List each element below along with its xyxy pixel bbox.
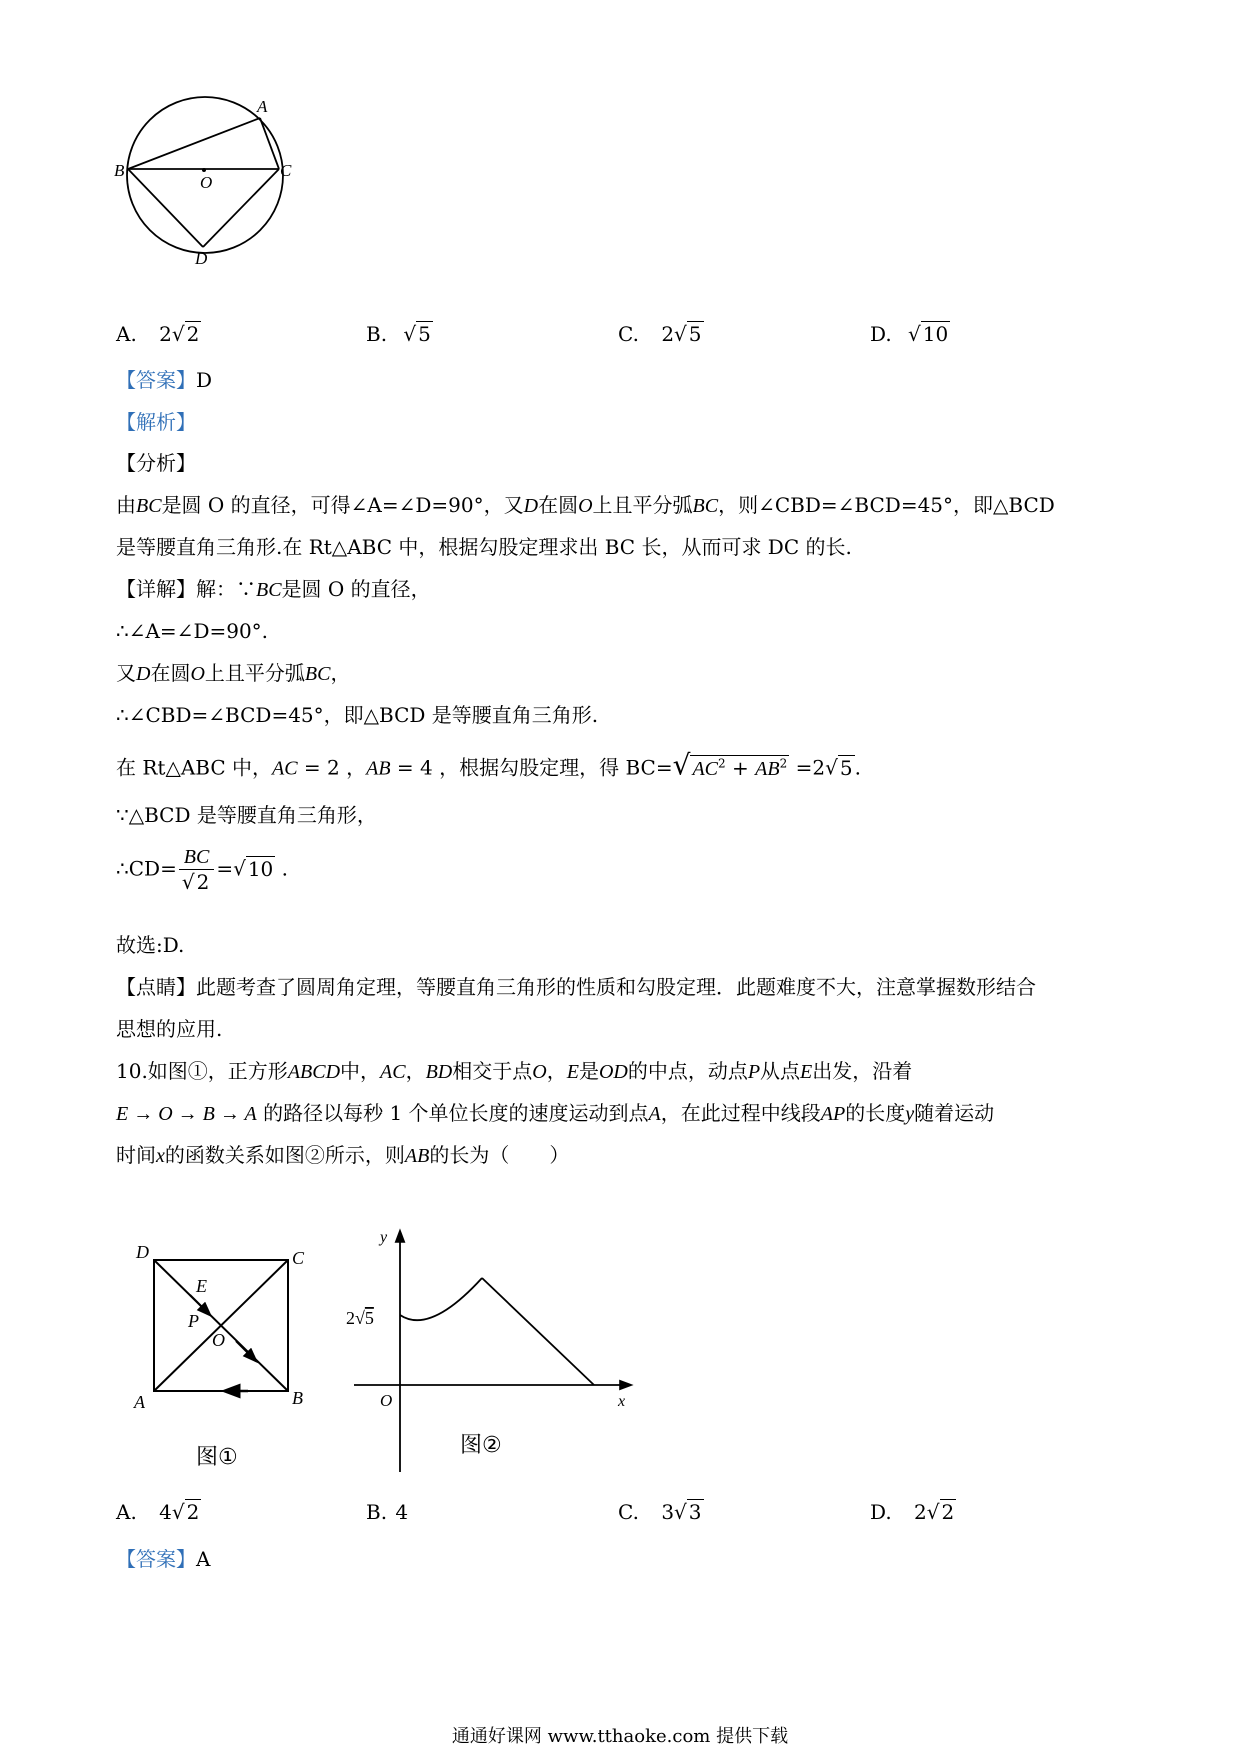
math-var: AP — [820, 1103, 846, 1125]
text: 在圆 — [538, 493, 579, 517]
text: 是 — [578, 1059, 599, 1083]
option-text: 4 — [395, 1500, 409, 1524]
option-radicand: 10 — [922, 322, 949, 346]
footer: 通通好课网 www.tthaoke.com 提供下载 — [451, 1726, 789, 1747]
label-C: C — [292, 1248, 305, 1268]
dianjing-tag: 【点睛】 — [116, 975, 196, 999]
math-var: AC — [272, 757, 298, 780]
text: 是圆 O 的直径，可得∠A=∠D=90°，又 — [161, 493, 524, 517]
q10-option-d[interactable] — [870, 1500, 956, 1524]
q9-option-d[interactable] — [870, 322, 950, 346]
text: ，在此过程中线段 — [660, 1101, 821, 1125]
math-var: OD — [598, 1061, 628, 1083]
ytick-coef: 2 — [346, 1308, 355, 1328]
answer-tag: 【答案】 — [116, 368, 196, 392]
option-letter: A. — [116, 1500, 137, 1524]
radical-sign: √ — [403, 322, 417, 346]
math-var: AC — [692, 757, 719, 780]
text: ，则∠CBD=∠BCD=45°，即△BCD — [718, 493, 1055, 517]
text: 的函数关系如图②所示，则 — [164, 1143, 405, 1167]
option-radicand: 5 — [688, 322, 702, 346]
q9-fenxi — [116, 448, 196, 478]
text: 上且平分弧 — [204, 661, 305, 685]
option-coef: 2 — [661, 322, 675, 346]
option-radicand: 2 — [186, 322, 200, 346]
square-figure — [128, 1240, 328, 1470]
radicand — [690, 755, 789, 780]
label-A: A — [257, 97, 268, 116]
answer-value: A — [196, 1547, 211, 1571]
q10-option-a[interactable] — [116, 1500, 201, 1524]
math-var: x — [156, 1145, 165, 1167]
radical-sign: √ — [355, 1308, 365, 1328]
detail-line-5 — [116, 748, 861, 784]
option-coef: 4 — [159, 1500, 172, 1524]
text: ， — [405, 1059, 426, 1083]
figure-caption: 图① — [196, 1445, 238, 1470]
option-letter: B. — [366, 1500, 388, 1524]
radical-sign: √ — [674, 322, 687, 346]
text: = 4 ，根据勾股定理，得 BC= — [390, 755, 673, 780]
math-var: y — [905, 1103, 915, 1125]
numerator: BC — [179, 846, 214, 870]
q9-option-c[interactable] — [618, 322, 704, 346]
analysis-line-2: 是等腰直角三角形.在 Rt△ABC 中，根据勾股定理求出 BC 长，从而可求 DC 的长. — [116, 535, 852, 559]
math-var: AB — [366, 757, 391, 780]
math-var: D — [523, 495, 539, 517]
text: 上且平分弧 — [592, 493, 693, 517]
text: . — [854, 755, 861, 780]
text: 的长度 — [845, 1101, 906, 1125]
q10-option-c[interactable] — [618, 1500, 704, 1524]
text: 时间 — [116, 1143, 156, 1167]
text: 是圆 O 的直径， — [281, 577, 431, 601]
text: =2 — [789, 755, 826, 780]
option-radicand: 2 — [941, 1500, 955, 1524]
text: 的路径以每秒 1 个单位长度的速度运动到点 — [263, 1101, 649, 1125]
dianjing-line-2: 思想的应用. — [116, 1017, 223, 1041]
text: 解：∵ — [196, 577, 256, 601]
math-var: AB — [755, 757, 780, 780]
option-letter: C. — [618, 1500, 639, 1524]
label-B: B — [292, 1388, 303, 1408]
denominator — [179, 870, 214, 894]
option-radicand: 2 — [186, 1500, 200, 1524]
function-graph — [340, 1220, 640, 1480]
math-var: BC — [692, 495, 719, 517]
detail-tag: 【详解】 — [116, 577, 196, 601]
math-var: P — [747, 1061, 761, 1083]
math-var: BC — [304, 663, 331, 685]
math-var: D — [136, 663, 151, 685]
q10-line-1 — [116, 1056, 912, 1087]
radical-sign: √ — [825, 755, 838, 780]
origin-label: O — [380, 1391, 393, 1410]
text: 从点 — [760, 1059, 801, 1083]
q10-answer — [116, 1544, 210, 1574]
q10-line-3 — [116, 1140, 569, 1171]
text: + — [725, 755, 756, 780]
math-var: AC — [380, 1061, 406, 1083]
detail-line-6: ∵△BCD 是等腰直角三角形， — [116, 803, 377, 827]
text: 在圆 — [150, 661, 191, 685]
text: 随着运动 — [914, 1101, 995, 1125]
label-A: A — [134, 1392, 145, 1412]
radicand: 5 — [839, 755, 853, 780]
exponent: 2 — [718, 756, 726, 770]
option-letter: D. — [870, 322, 892, 346]
radical-sign: √ — [181, 870, 195, 894]
label-P: P — [188, 1311, 199, 1331]
math-var: A — [648, 1103, 661, 1125]
q9-option-a[interactable] — [116, 322, 201, 346]
math-var: ABCD — [287, 1061, 341, 1083]
text: 相交于点 — [452, 1059, 533, 1083]
text: . — [275, 856, 288, 881]
text: = — [216, 856, 234, 881]
math-var: O — [578, 495, 593, 517]
option-letter: A. — [116, 322, 137, 346]
text: ∴CD= — [116, 856, 177, 881]
option-radicand: 5 — [418, 322, 431, 346]
radical-sign: √ — [674, 1500, 687, 1524]
analysis-line-1 — [116, 490, 1055, 521]
math-var: E — [566, 1061, 579, 1083]
math-var: O — [532, 1061, 547, 1083]
label-D: D — [136, 1242, 149, 1262]
option-letter: D. — [870, 1500, 892, 1524]
option-letter: C. — [618, 322, 639, 346]
math-var: AB — [404, 1145, 430, 1167]
detail-line-7 — [116, 846, 288, 894]
math-var: BC — [136, 495, 162, 517]
answer-value: D — [196, 368, 213, 392]
q10-option-b[interactable] — [366, 1500, 408, 1524]
math-var: O — [190, 663, 205, 685]
text: 中， — [340, 1059, 381, 1083]
dianjing-line-1 — [116, 972, 1036, 1002]
text: 出发，沿着 — [812, 1059, 913, 1083]
math-var: BD — [425, 1061, 453, 1083]
radical-sign: √ — [171, 1500, 185, 1524]
axis-x-label: x — [618, 1393, 626, 1410]
math-path: E → O → B → A — [116, 1103, 257, 1125]
ytick-label — [346, 1308, 374, 1328]
label-D: D — [195, 249, 208, 268]
text: = 2 ， — [297, 755, 367, 780]
q9-jiexi — [116, 407, 196, 437]
text: 的中点，动点 — [627, 1059, 748, 1083]
fraction — [179, 846, 214, 894]
text: ， — [330, 661, 351, 685]
detail-line-8: 故选:D. — [116, 933, 185, 957]
option-letter: B. — [366, 322, 388, 346]
radicand: 2 — [196, 870, 210, 894]
text: 在 Rt△ABC 中， — [116, 755, 273, 780]
math-var: BC — [256, 579, 282, 601]
option-coef: 2 — [914, 1500, 927, 1524]
text: 此题考查了圆周角定理，等腰直角三角形的性质和勾股定理．此题难度不大，注意掌握数形结合 — [196, 975, 1036, 999]
radical-sign: √ — [672, 748, 691, 782]
detail-line-1 — [116, 574, 431, 605]
label-E: E — [196, 1276, 207, 1296]
exponent: 2 — [779, 756, 788, 770]
radicand: 10 — [247, 856, 274, 881]
radical-sign: √ — [926, 1500, 940, 1524]
detail-line-2: ∴∠A=∠D=90°. — [116, 619, 269, 643]
option-coef: 3 — [661, 1500, 675, 1524]
radical-sign: √ — [171, 322, 185, 346]
ytick-radicand: 5 — [364, 1308, 374, 1328]
text: 由 — [116, 493, 136, 517]
option-radicand: 3 — [688, 1500, 702, 1524]
text: 又 — [116, 661, 136, 685]
math-var: E — [800, 1061, 813, 1083]
label-O: O — [200, 173, 213, 192]
detail-line-3 — [116, 658, 350, 689]
text: 的长为（ ） — [429, 1143, 570, 1167]
text: 10.如图①，正方形 — [116, 1059, 288, 1083]
fenxi-tag: 【分析】 — [116, 451, 196, 475]
axis-y-label: y — [380, 1229, 388, 1246]
label-O: O — [212, 1330, 225, 1350]
text: ， — [546, 1059, 567, 1083]
radical-sign: √ — [908, 322, 921, 346]
label-C: C — [280, 161, 292, 180]
jiexi-tag: 【解析】 — [116, 410, 196, 434]
circle-figure — [114, 92, 320, 292]
q9-answer — [116, 365, 212, 395]
figure-caption: 图② — [460, 1433, 502, 1458]
radical-sign: √ — [233, 856, 246, 881]
option-coef: 2 — [159, 322, 172, 346]
detail-line-4: ∴∠CBD=∠BCD=45°，即△BCD 是等腰直角三角形. — [116, 703, 599, 727]
answer-tag: 【答案】 — [116, 1547, 196, 1571]
q9-option-b[interactable] — [366, 322, 433, 346]
label-B: B — [114, 161, 125, 180]
q10-line-2 — [116, 1098, 994, 1129]
